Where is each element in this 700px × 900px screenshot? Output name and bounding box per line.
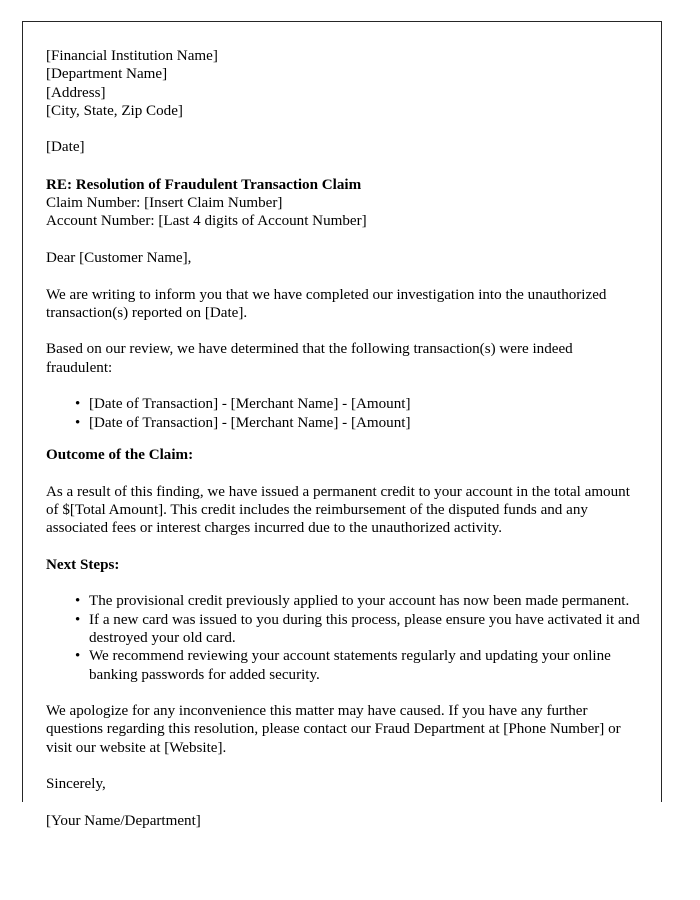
closing-paragraph: We apologize for any inconvenience this matter may have caused. If you have any further questions regarding this resolution, please contact our Fraud Department at [Phone Number] or visit our website at [Website]. [46,703,621,756]
subject-block [46,176,640,231]
account-number-line: Account Number: [Last 4 digits of Account Number] [46,213,367,230]
salutation: Dear [Customer Name], [46,249,192,266]
spacer [46,684,640,702]
spacer [46,120,640,138]
claim-number-line: Claim Number: [Insert Claim Number] [46,195,283,212]
date-line: [Date] [46,139,85,156]
document-body [46,47,640,830]
sign-off: Sincerely, [46,776,106,793]
sender-institution-name: [Financial Institution Name] [46,48,218,64]
list-item: • We recommend reviewing your account statements regularly and updating your online banking passwords for added security. [89,647,640,684]
outcome-heading: Outcome of the Claim: [46,446,194,463]
spacer [46,574,640,592]
outcome-paragraph: As a result of this finding, we have issued a permanent credit to your account in the total amount of $[Total Amount]. This credit includes the reimbursement of the disputed funds and any associated fees or interest charges incurred due to the unauthorized activity. [46,483,630,537]
review-paragraph: Based on our review, we have determined that the following transaction(s) were indeed fraudulent: [46,341,573,376]
spacer [46,231,640,249]
spacer [46,157,640,176]
signature-placeholder: [Your Name/Department] [46,812,201,829]
sender-city-state-zip: [City, State, Zip Code] [46,102,183,119]
sender-department-name: [Department Name] [46,66,168,83]
fraudulent-transactions-list [46,395,640,432]
document-page [22,21,662,829]
spacer [46,267,640,285]
re-subject-line: RE: Resolution of Fraudulent Transaction Claim [46,176,362,193]
list-item: • If a new card was issued to you during this process, please ensure you have activated it and destroyed your old card. [89,611,640,648]
spacer [46,537,640,555]
spacer [46,377,640,395]
next-steps-list [46,592,640,683]
list-item: • [Date of Transaction] - [Merchant Name] - [Amount] [89,395,640,413]
spacer [46,322,640,340]
intro-paragraph: We are writing to inform you that we have completed our investigation into the unauthorized transaction(s) reported on [Date]. [46,286,607,321]
list-item: • [Date of Transaction] - [Merchant Name] - [Amount] [89,414,640,432]
sender-address: [Address] [46,84,106,101]
spacer [46,432,640,446]
spacer [46,794,640,812]
spacer [46,464,640,482]
list-item: • The provisional credit previously applied to your account has now been made permanent. [89,592,640,610]
sender-address-block [46,47,640,120]
spacer [46,757,640,775]
next-steps-heading: Next Steps: [46,556,120,573]
